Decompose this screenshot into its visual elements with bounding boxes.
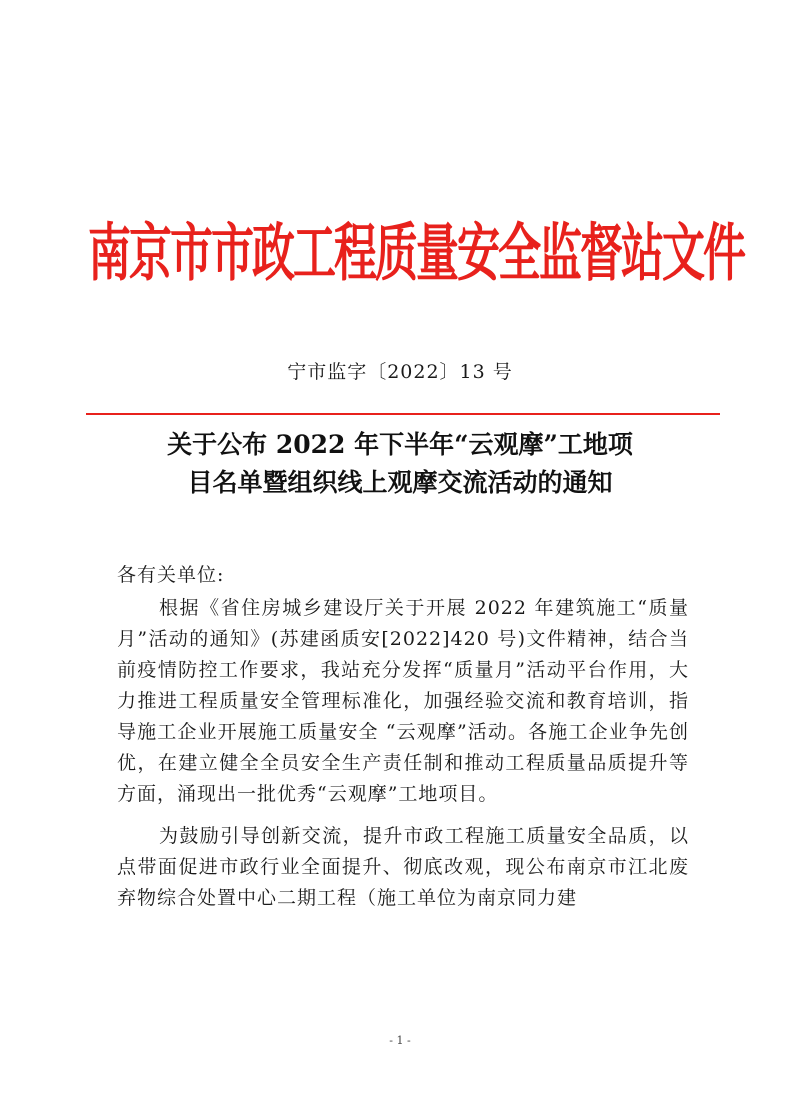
document-title-line-1: 关于公布 2022 年下半年“云观摩”工地项	[167, 430, 633, 459]
document-title-line-2: 目名单暨组织线上观摩交流活动的通知	[187, 468, 613, 497]
masthead-title: 南京市市政工程质量安全监督站文件	[88, 217, 744, 291]
page-number: - 1 -	[389, 1034, 411, 1047]
red-divider-line	[86, 413, 720, 415]
document-number: 宁市监字〔2022〕13 号	[287, 361, 513, 383]
body-text	[117, 593, 689, 925]
document-title	[100, 426, 700, 502]
salutation: 各有关单位:	[117, 564, 225, 586]
body-paragraph-2: 为鼓励引导创新交流，提升市政工程施工质量安全品质，以点带面促进市政行业全面提升、彻底改观，现公布南京市江北废弃物综合处置中心二期工程（施工单位为南京同力建	[117, 825, 689, 909]
body-paragraph-1: 根据《省住房城乡建设厅关于开展 2022 年建筑施工“质量月”活动的通知》(苏建函质安[2022]420 号)文件精神，结合当前疫情防控工作要求，我站充分发挥“质量月”活动平台作用，大力推进工程质量安全管理标准化，加强经验交流和教育培训，指导施工企业开展施工质量安全 “云观摩”活动。各施工企业争先创优，在建立健全全员安全生产责任制和推动工程质量品质提升等方面，涌现出一批优秀“云观摩”工地项目。	[117, 597, 689, 805]
